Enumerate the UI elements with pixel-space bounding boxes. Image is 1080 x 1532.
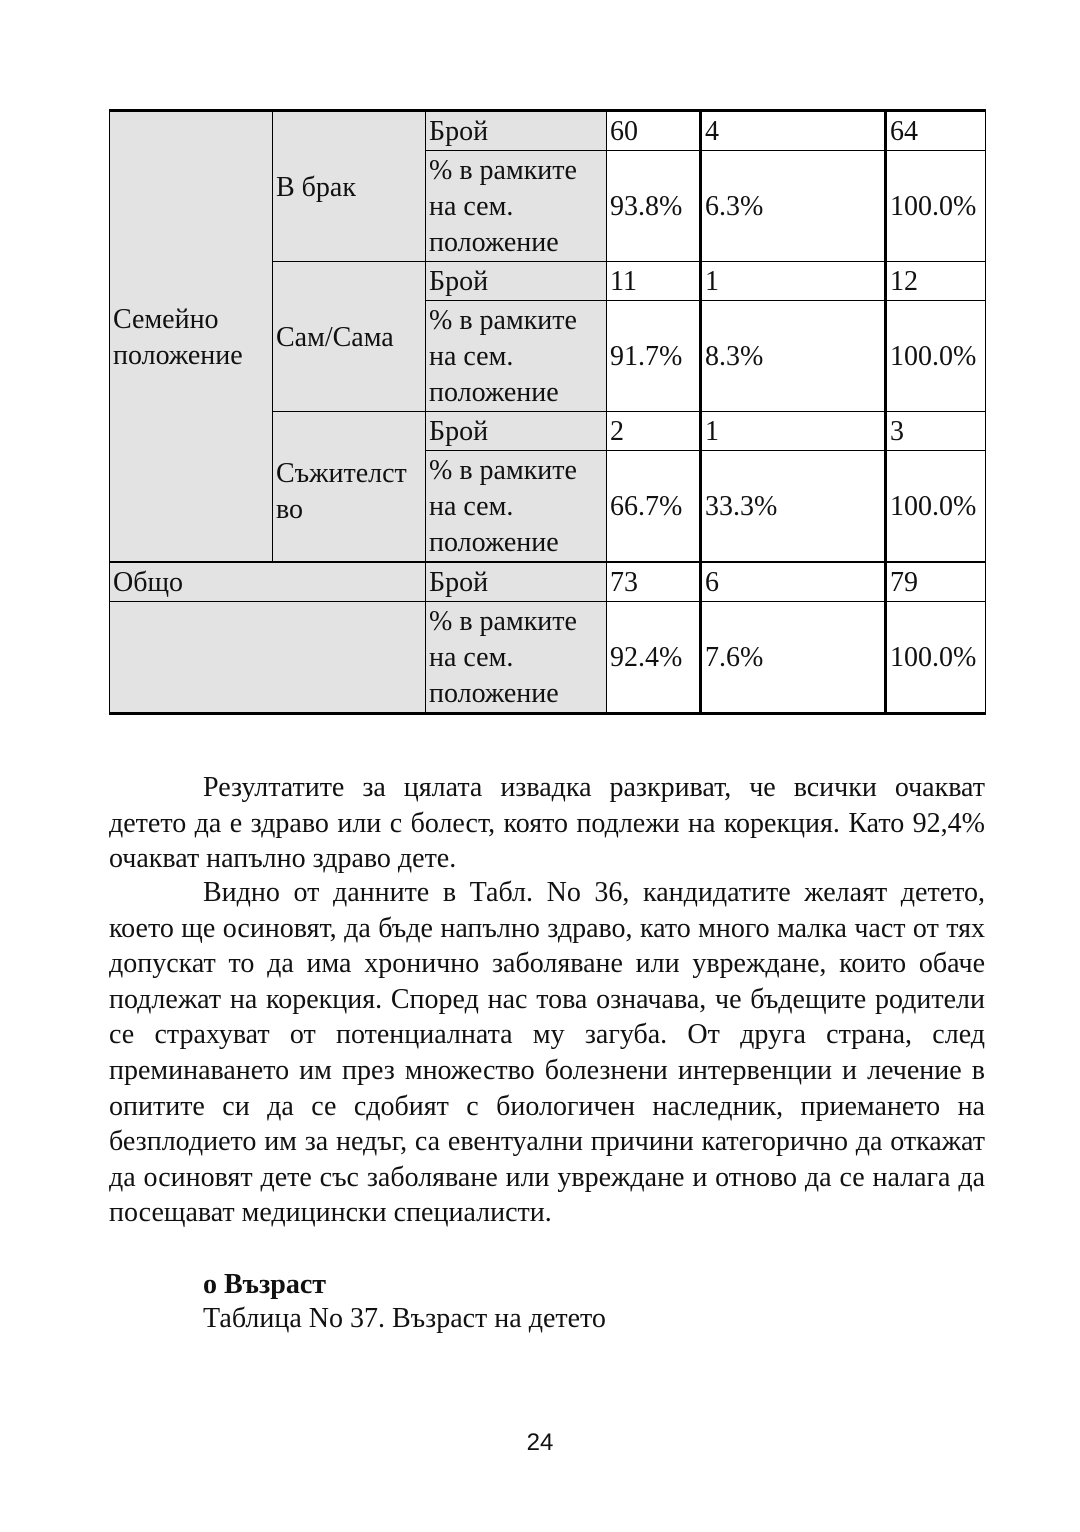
empty-cell <box>110 602 426 714</box>
category-cell: Съжителст во <box>273 412 426 563</box>
measure-cell: % в рамките на сем. положение <box>426 602 607 714</box>
measure-cell: % в рамките на сем. положение <box>426 151 607 262</box>
value-cell: 91.7% <box>607 301 701 412</box>
value-cell: 64 <box>886 111 986 151</box>
measure-cell: Брой <box>426 111 607 151</box>
table-row <box>110 111 986 151</box>
value-cell: 73 <box>607 562 701 602</box>
group-label-cell: Семейно положение <box>110 111 273 563</box>
value-cell: 6.3% <box>701 151 886 262</box>
value-cell: 1 <box>701 412 886 451</box>
value-cell: 92.4% <box>607 602 701 714</box>
value-cell: 100.0% <box>886 151 986 262</box>
measure-cell: Брой <box>426 562 607 602</box>
measure-cell: Брой <box>426 262 607 301</box>
table-caption: Таблица No 37. Възраст на детето <box>203 1303 606 1334</box>
category-cell: Сам/Сама <box>273 262 426 412</box>
measure-cell: Брой <box>426 412 607 451</box>
value-cell: 6 <box>701 562 886 602</box>
value-cell: 66.7% <box>607 451 701 563</box>
value-cell: 100.0% <box>886 301 986 412</box>
page-number: 24 <box>526 1429 554 1456</box>
value-cell: 33.3% <box>701 451 886 563</box>
section-heading: o Възраст <box>203 1269 327 1300</box>
table-row-total <box>110 562 986 602</box>
value-cell: 2 <box>607 412 701 451</box>
value-cell: 60 <box>607 111 701 151</box>
total-label-cell: Общо <box>110 562 426 602</box>
category-cell: В брак <box>273 111 426 262</box>
value-cell: 7.6% <box>701 602 886 714</box>
body-paragraph: Видно от данните в Табл. No 36, кандидатите желаят детето, което ще осиновят, да бъде напълно здраво, като много малка част от тях допускат то да има хронично заболяване или увреждане, които обаче подлежат на корекция. Според нас това означава, че бъдещите родители се страхуват от потенциалната му загуба. От друга страна, след преминаването им през множество болезнени интервенции и лечение в опитите си да се сдобият с биологичен наследник, приемането на безплодието им за недъг, са евентуални причини категорично да откажат да осиновят дете със заболяване или увреждане и отново да се налага да посещават медицински специалисти. <box>109 877 985 1229</box>
value-cell: 100.0% <box>886 451 986 563</box>
value-cell: 1 <box>701 262 886 301</box>
value-cell: 100.0% <box>886 602 986 714</box>
body-paragraph: Резултатите за цялата извадка разкриват, че всички очакват детето да е здраво или с болест, която подлежи на корекция. Като 92,4% очакват напълно здраво дете. <box>109 772 985 875</box>
value-cell: 79 <box>886 562 986 602</box>
value-cell: 4 <box>701 111 886 151</box>
value-cell: 3 <box>886 412 986 451</box>
measure-cell: % в рамките на сем. положение <box>426 451 607 563</box>
value-cell: 12 <box>886 262 986 301</box>
measure-cell: % в рамките на сем. положение <box>426 301 607 412</box>
value-cell: 93.8% <box>607 151 701 262</box>
value-cell: 8.3% <box>701 301 886 412</box>
crosstab-table <box>109 109 986 715</box>
table-row-total <box>110 602 986 714</box>
value-cell: 11 <box>607 262 701 301</box>
